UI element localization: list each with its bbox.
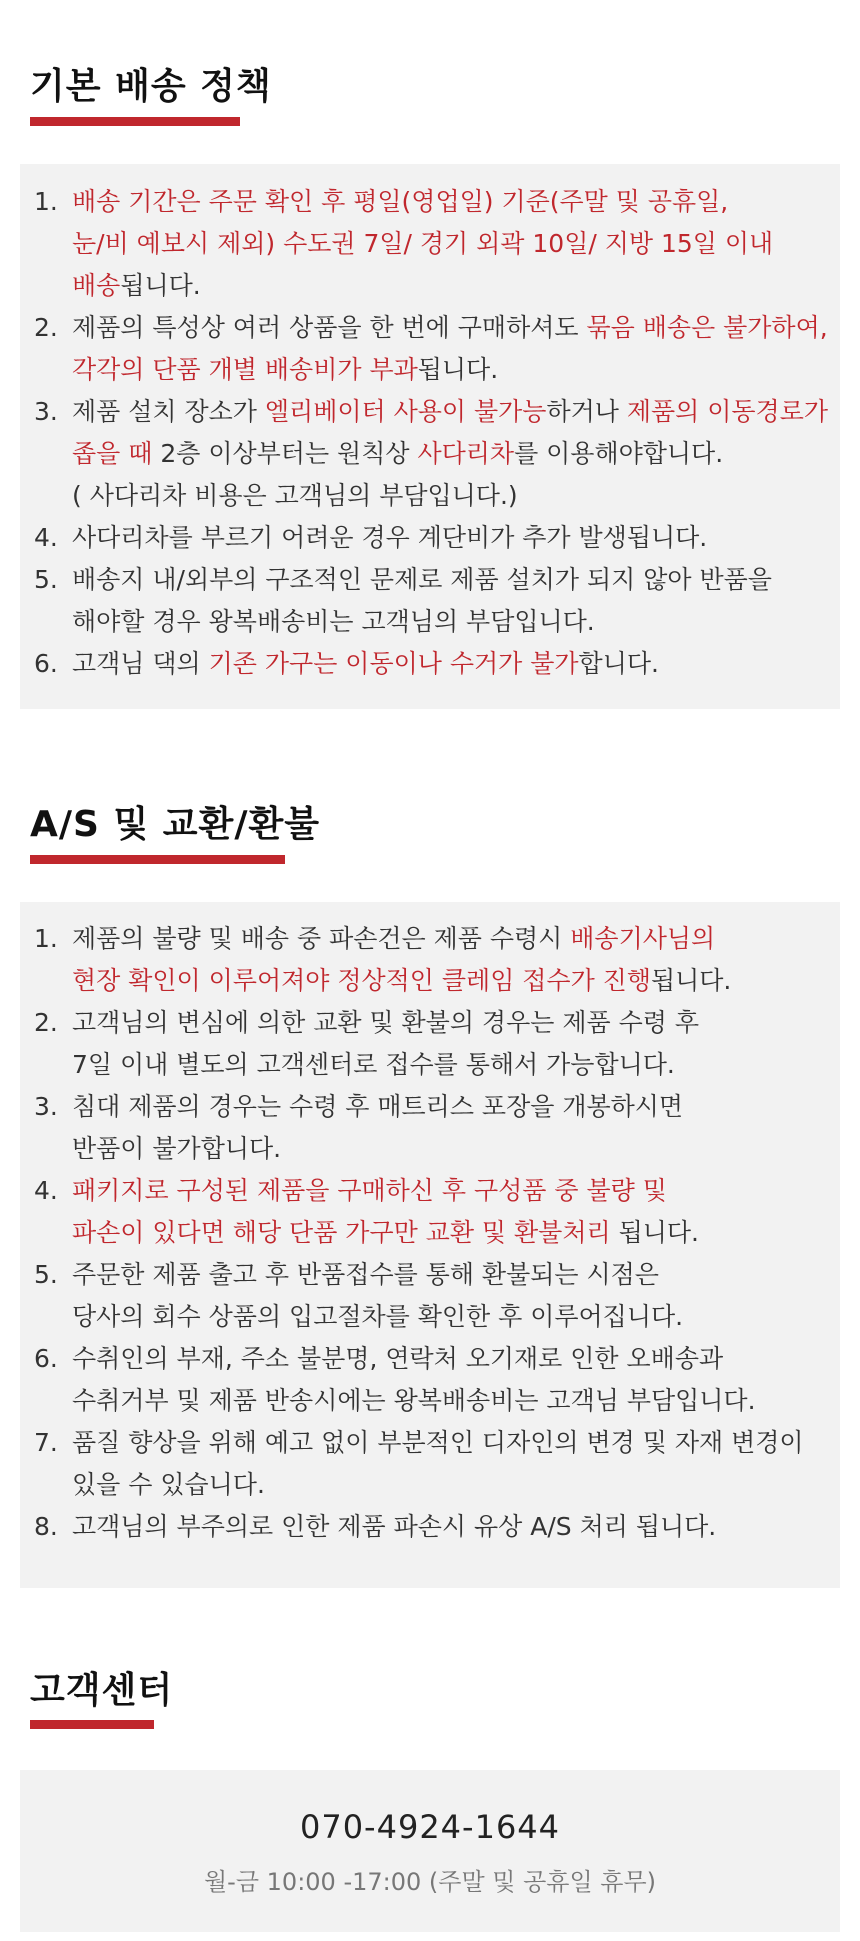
body-text: 반품이 불가합니다.: [72, 1134, 282, 1163]
list-item: [20, 1422, 840, 1506]
list-item-number: 5.: [34, 565, 58, 594]
list-item-line: [72, 960, 840, 1002]
list-item: [20, 1338, 840, 1422]
list-item: [20, 643, 840, 685]
list-item-line: [72, 223, 840, 265]
body-text: ( 사다리차 비용은 고객님의 부담입니다.): [72, 481, 518, 510]
customer-center-box: [20, 1770, 840, 1932]
list-item-number: 5.: [34, 1260, 58, 1289]
body-text: 합니다.: [578, 649, 659, 678]
list-item-number: 4.: [34, 523, 58, 552]
body-text: 됩니다.: [417, 355, 499, 384]
as-exchange-title: A/S 및 교환/환불: [30, 804, 321, 845]
list-item-line: [72, 265, 840, 307]
list-item-line: [72, 1254, 840, 1296]
list-item-line: [72, 1044, 840, 1086]
list-item-number: 7.: [34, 1428, 58, 1457]
body-text: 배송지 내/외부의 구조적인 문제로 제품 설치가 되지 않아 반품을: [72, 565, 772, 594]
list-item-number: 4.: [34, 1176, 58, 1205]
body-text: 사다리차를 부르기 어려운 경우 계단비가 추가 발생됩니다.: [72, 523, 708, 552]
body-text: 제품의 특성상 여러 상품을 한 번에 구매하셔도: [72, 313, 587, 342]
highlighted-text: 사다리차: [417, 439, 515, 468]
list-item-line: [72, 1086, 840, 1128]
list-item-number: 3.: [34, 1092, 58, 1121]
list-item-line: [72, 1464, 840, 1506]
list-item-line: [72, 1002, 840, 1044]
body-text: 2층 이상부터는 원칙상: [152, 439, 418, 468]
highlighted-text: 파손이 있다면 해당 단품 가구만 교환 및 환불처리: [72, 1218, 611, 1247]
as-exchange-box: [20, 902, 840, 1588]
customer-center-hours: 월-금 10:00 -17:00 (주말 및 공휴일 휴무): [204, 1868, 656, 1896]
list-item-line: [72, 517, 840, 559]
as-exchange-title-underline: [30, 855, 285, 864]
list-item-line: [72, 1212, 840, 1254]
highlighted-text: 배송: [72, 271, 121, 300]
highlighted-text: 패키지로 구성된 제품을 구매하신 후 구성품 중 불량 및: [72, 1176, 667, 1205]
list-item-line: [72, 1380, 840, 1422]
body-text: 제품 설치 장소가: [72, 397, 265, 426]
highlighted-text: 제품의 이동경로가: [626, 397, 829, 426]
body-text: 품질 향상을 위해 예고 없이 부분적인 디자인의 변경 및 자재 변경이: [72, 1428, 804, 1457]
list-item-line: [72, 307, 840, 349]
body-text: 제품의 불량 및 배송 중 파손건은 제품 수령시: [72, 924, 571, 953]
body-text: 고객님 댁의: [72, 649, 209, 678]
list-item: [20, 1170, 840, 1254]
body-text: 고객님의 변심에 의한 교환 및 환불의 경우는 제품 수령 후: [72, 1008, 699, 1037]
body-text: 고객님의 부주의로 인한 제품 파손시 유상 A/S 처리 됩니다.: [72, 1512, 717, 1541]
list-item-line: [72, 643, 840, 685]
body-text: 7일 이내 별도의 고객센터로 접수를 통해서 가능합니다.: [72, 1050, 675, 1079]
highlighted-text: 배송 기간은 주문 확인 후 평일(영업일) 기준(주말 및 공휴일,: [72, 187, 729, 216]
list-item-number: 3.: [34, 397, 58, 426]
body-text: 주문한 제품 출고 후 반품접수를 통해 환불되는 시점은: [72, 1260, 659, 1289]
list-item-line: [72, 475, 840, 517]
list-item-number: 1.: [34, 187, 58, 216]
list-item-line: [72, 559, 840, 601]
list-item: [20, 181, 840, 307]
as-exchange-list: [20, 918, 840, 1548]
body-text: 됩니다.: [650, 966, 732, 995]
body-text: 됩니다.: [610, 1218, 699, 1247]
list-item-number: 2.: [34, 313, 58, 342]
body-text: 당사의 회수 상품의 입고절차를 확인한 후 이루어집니다.: [72, 1302, 684, 1331]
customer-center-title: 고객센터: [30, 1670, 174, 1711]
body-text: 있을 수 있습니다.: [72, 1470, 265, 1499]
list-item-line: [72, 433, 840, 475]
list-item: [20, 1086, 840, 1170]
body-text: 됩니다.: [120, 271, 201, 300]
highlighted-text: 묶음 배송은 불가하여,: [586, 313, 828, 342]
list-item-number: 6.: [34, 649, 58, 678]
body-text: 수취거부 및 제품 반송시에는 왕복배송비는 고객님 부담입니다.: [72, 1386, 756, 1415]
list-item: [20, 1002, 840, 1086]
list-item: [20, 918, 840, 1002]
list-item: [20, 391, 840, 517]
highlighted-text: 각각의 단품 개별 배송비가 부과: [72, 355, 418, 384]
list-item-line: [72, 601, 840, 643]
list-item: [20, 1506, 840, 1548]
list-item: [20, 559, 840, 643]
highlighted-text: 좁을 때: [72, 439, 153, 468]
list-item-line: [72, 918, 840, 960]
shipping-policy-box: [20, 164, 840, 709]
list-item-number: 1.: [34, 924, 58, 953]
highlighted-text: 배송기사님의: [570, 924, 716, 953]
customer-center-title-underline: [30, 1720, 154, 1729]
highlighted-text: 현장 확인이 이루어져야 정상적인 클레임 접수가 진행: [72, 966, 651, 995]
highlighted-text: 엘리베이터 사용이 불가능: [264, 397, 547, 426]
body-text: 수취인의 부재, 주소 불분명, 연락처 오기재로 인한 오배송과: [72, 1344, 724, 1373]
list-item: [20, 517, 840, 559]
list-item-line: [72, 1422, 840, 1464]
body-text: 침대 제품의 경우는 수령 후 매트리스 포장을 개봉하시면: [72, 1092, 684, 1121]
list-item: [20, 307, 840, 391]
list-item-number: 8.: [34, 1512, 58, 1541]
list-item-line: [72, 391, 840, 433]
body-text: 하거나: [546, 397, 627, 426]
body-text: 를 이용해야합니다.: [514, 439, 724, 468]
list-item-number: 6.: [34, 1344, 58, 1373]
list-item-line: [72, 1170, 840, 1212]
list-item-line: [72, 1338, 840, 1380]
highlighted-text: 기존 가구는 이동이나 수거가 불가: [208, 649, 579, 678]
list-item-line: [72, 181, 840, 223]
list-item-line: [72, 1128, 840, 1170]
shipping-policy-title: 기본 배송 정책: [30, 66, 272, 107]
list-item: [20, 1254, 840, 1338]
shipping-policy-title-underline: [30, 117, 240, 126]
shipping-policy-list: [20, 181, 840, 685]
list-item-line: [72, 1296, 840, 1338]
customer-center-phone[interactable]: 070-4924-1644: [299, 1808, 561, 1846]
highlighted-text: 눈/비 예보시 제외) 수도권 7일/ 경기 외곽 10일/ 지방 15일 이내: [72, 229, 774, 258]
list-item-line: [72, 349, 840, 391]
list-item-line: [72, 1506, 840, 1548]
list-item-number: 2.: [34, 1008, 58, 1037]
body-text: 해야할 경우 왕복배송비는 고객님의 부담입니다.: [72, 607, 595, 636]
